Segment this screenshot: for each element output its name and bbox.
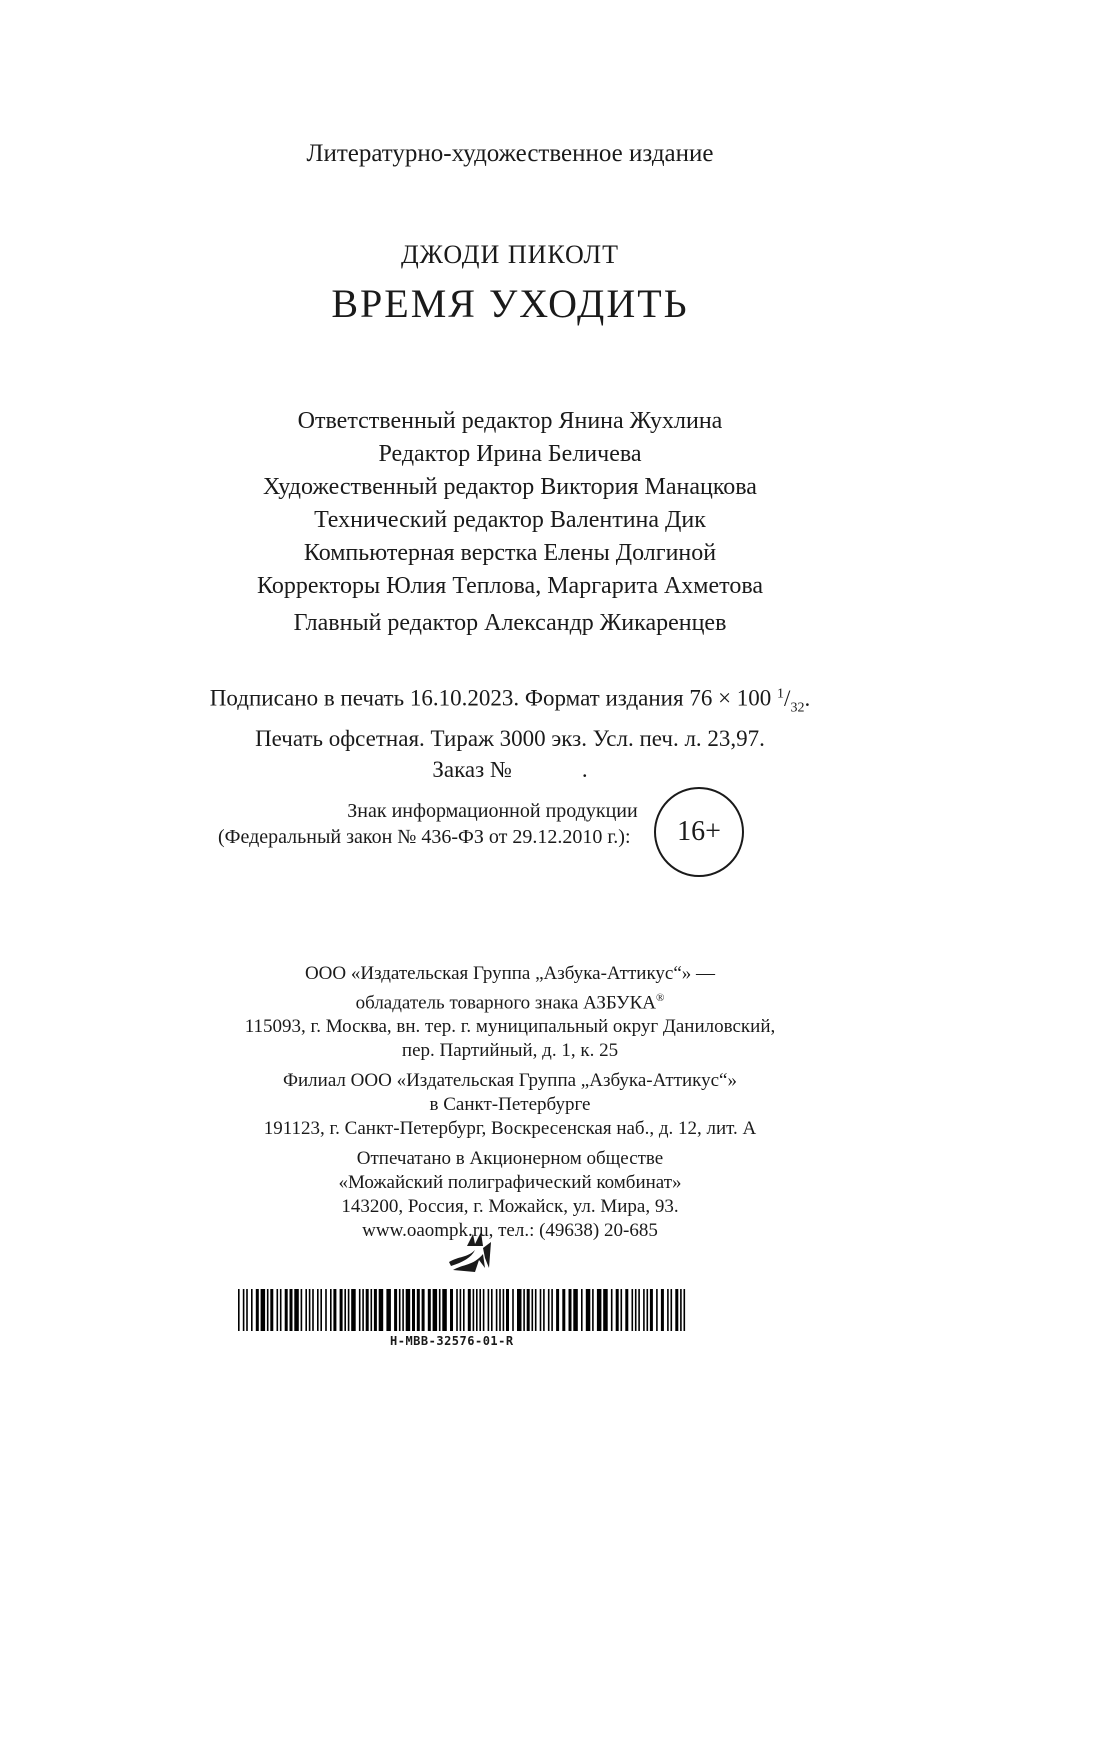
barcode-bar <box>285 1289 288 1331</box>
print-info <box>0 678 1020 785</box>
barcode-bar <box>325 1289 327 1331</box>
barcode-bar <box>412 1289 415 1331</box>
printer-line: «Можайский полиграфический комбинат» <box>338 1172 682 1194</box>
barcode-bar <box>460 1289 462 1331</box>
barcode-bar <box>483 1289 485 1331</box>
printer-contacts: www.oaompk.ru, тел.: (49638) 20-685 <box>362 1220 658 1242</box>
barcode-bar <box>551 1289 553 1331</box>
age-rating: 16+ <box>677 816 721 847</box>
print-info-line-1 <box>0 678 1020 723</box>
barcode-bar <box>422 1289 425 1331</box>
barcode-bar <box>450 1289 453 1331</box>
barcode-bar <box>527 1289 530 1331</box>
barcode-bar <box>374 1289 377 1331</box>
barcode-bar <box>586 1289 591 1331</box>
barcode-bar <box>635 1289 637 1331</box>
print-format-fraction: $^1/_{32}$. <box>777 685 811 716</box>
branch-address: 191123, г. Санкт-Петербург, Воскресенская наб., д. 12, лит. А <box>263 1118 757 1140</box>
barcode-bar <box>320 1289 322 1331</box>
barcode-bar <box>399 1289 401 1331</box>
barcode-bar <box>680 1289 682 1331</box>
barcode-bar <box>351 1289 356 1331</box>
barcode-bar <box>684 1289 686 1331</box>
barcode-bar <box>473 1289 475 1331</box>
barcode-bar <box>428 1289 431 1331</box>
barcode-bar <box>442 1289 447 1331</box>
barcode-bar <box>656 1289 658 1331</box>
barcode-bar <box>621 1289 623 1331</box>
barcode-bar <box>333 1289 336 1331</box>
publisher-trademark-line: обладатель товарного знака АЗБУКА® <box>355 992 665 1014</box>
barcode-bar <box>267 1289 269 1331</box>
printer-logo-icon <box>445 1228 495 1276</box>
barcode-bar <box>503 1289 505 1331</box>
age-mark-label-2: (Федеральный закон № 436-ФЗ от 29.12.2010 г.): <box>218 826 631 848</box>
barcode-bar <box>379 1289 384 1331</box>
barcode-bar <box>488 1289 490 1331</box>
barcode-bar <box>301 1289 303 1331</box>
barcode-bar <box>243 1289 245 1331</box>
barcode-text: H-MBB-32576-01-R <box>390 1334 514 1348</box>
barcode-bar <box>543 1289 545 1331</box>
barcode-bar <box>532 1289 534 1331</box>
barcode-bar <box>256 1289 259 1331</box>
credit-line: Корректоры Юлия Теплова, Маргарита Ахметова <box>257 573 763 599</box>
barcode-bar <box>468 1289 471 1331</box>
credit-line: Художественный редактор Виктория Манацкова <box>263 474 757 500</box>
barcode-bar <box>344 1289 346 1331</box>
printer-address: 143200, Россия, г. Можайск, ул. Мира, 93. <box>341 1196 679 1218</box>
order-number: Заказ № . <box>432 757 588 783</box>
barcode-bar <box>573 1289 578 1331</box>
barcode-bar <box>340 1289 343 1331</box>
printer-line: Отпечатано в Акционерном обществе <box>356 1148 664 1170</box>
barcode-icon <box>238 1289 688 1331</box>
barcode-bar <box>611 1289 613 1331</box>
barcode-bar <box>359 1289 361 1331</box>
barcode-bar <box>638 1289 640 1331</box>
barcode-bar <box>261 1289 266 1331</box>
barcode-bar <box>523 1289 525 1331</box>
barcode-bar <box>661 1289 664 1331</box>
barcode-bar <box>491 1289 493 1331</box>
credit-line: Редактор Ирина Беличева <box>378 441 642 467</box>
publication-type: Литературно-художественное издание <box>306 140 714 167</box>
barcode-bar <box>456 1289 458 1331</box>
credits-list <box>0 405 1020 603</box>
chief-editor: Главный редактор Александр Жикаренцев <box>293 610 727 636</box>
barcode-bar <box>417 1289 420 1331</box>
branch-line: в Санкт-Петербурге <box>429 1094 591 1116</box>
credit-line: Ответственный редактор Янина Жухлина <box>297 408 723 434</box>
barcode-bar <box>251 1289 253 1331</box>
barcode-bar <box>439 1289 441 1331</box>
barcode-bar <box>371 1289 373 1331</box>
barcode-bar <box>317 1289 319 1331</box>
barcode-bar <box>581 1289 583 1331</box>
barcode-bar <box>512 1289 514 1331</box>
barcode-bar <box>540 1289 542 1331</box>
barcode-bar <box>402 1289 404 1331</box>
barcode-bar <box>569 1289 572 1331</box>
barcode-bar <box>294 1289 299 1331</box>
barcode-bar <box>348 1289 350 1331</box>
barcode-bar <box>312 1289 314 1331</box>
publisher-address: пер. Партийный, д. 1, к. 25 <box>401 1040 619 1062</box>
barcode-bar <box>309 1289 311 1331</box>
barcode-bar <box>394 1289 397 1331</box>
barcode-bar <box>632 1289 634 1331</box>
barcode-bar <box>433 1289 438 1331</box>
barcode-bar <box>366 1289 369 1331</box>
barcode-bar <box>406 1289 411 1331</box>
barcode-bar <box>506 1289 509 1331</box>
barcode-bar <box>643 1289 645 1331</box>
barcode-bar <box>535 1289 537 1331</box>
barcode-bar <box>616 1289 619 1331</box>
barcode-bar <box>562 1289 565 1331</box>
barcode-bar <box>625 1289 628 1331</box>
barcode-bar <box>270 1289 273 1331</box>
age-rating-badge <box>654 787 744 877</box>
credit-line: Технический редактор Валентина Дик <box>314 507 706 533</box>
publisher-address: 115093, г. Москва, вн. тер. г. муниципальный округ Даниловский, <box>244 1016 776 1038</box>
barcode-bar <box>597 1289 602 1331</box>
publisher-info <box>0 962 1020 1243</box>
barcode-bar <box>675 1289 678 1331</box>
barcode-bar <box>647 1289 649 1331</box>
barcode-bar <box>592 1289 594 1331</box>
barcode-bar <box>667 1289 669 1331</box>
age-mark-label-1: Знак информационной продукции <box>347 800 638 822</box>
credit-line: Компьютерная верстка Елены Долгиной <box>303 540 717 566</box>
barcode-bar <box>650 1289 653 1331</box>
age-mark-label <box>200 798 710 850</box>
barcode-bar <box>362 1289 364 1331</box>
print-format-text: Подписано в печать 16.10.2023. Формат издания 76 × 100 <box>209 685 772 711</box>
barcode-bar <box>238 1289 240 1331</box>
barcode-bar <box>479 1289 481 1331</box>
publisher-line: ООО «Издательская Группа „Азбука-Аттикус“» — <box>304 963 716 984</box>
barcode-bar <box>386 1289 391 1331</box>
book-title: ВРЕМЯ УХОДИТЬ <box>331 281 689 326</box>
barcode-bar <box>556 1289 559 1331</box>
barcode-bar <box>290 1289 293 1331</box>
barcode-bar <box>548 1289 550 1331</box>
branch-line: Филиал ООО «Издательская Группа „Азбука-Аттикус“» <box>283 1070 737 1092</box>
author-name: ДЖОДИ ПИКОЛТ <box>400 240 620 269</box>
barcode-bar <box>277 1289 279 1331</box>
barcode-bar <box>499 1289 501 1331</box>
barcode-bar <box>463 1289 465 1331</box>
barcode-bar <box>496 1289 498 1331</box>
barcode-bar <box>330 1289 332 1331</box>
barcode-bar <box>246 1289 248 1331</box>
barcode-bar <box>671 1289 673 1331</box>
barcode-bar <box>280 1289 282 1331</box>
barcode-bar <box>603 1289 608 1331</box>
barcode-bar <box>517 1289 522 1331</box>
barcode-bar <box>305 1289 307 1331</box>
barcode-bar <box>476 1289 478 1331</box>
print-info-line-2: Печать офсетная. Тираж 3000 экз. Усл. печ. л. 23,97. <box>255 726 765 752</box>
